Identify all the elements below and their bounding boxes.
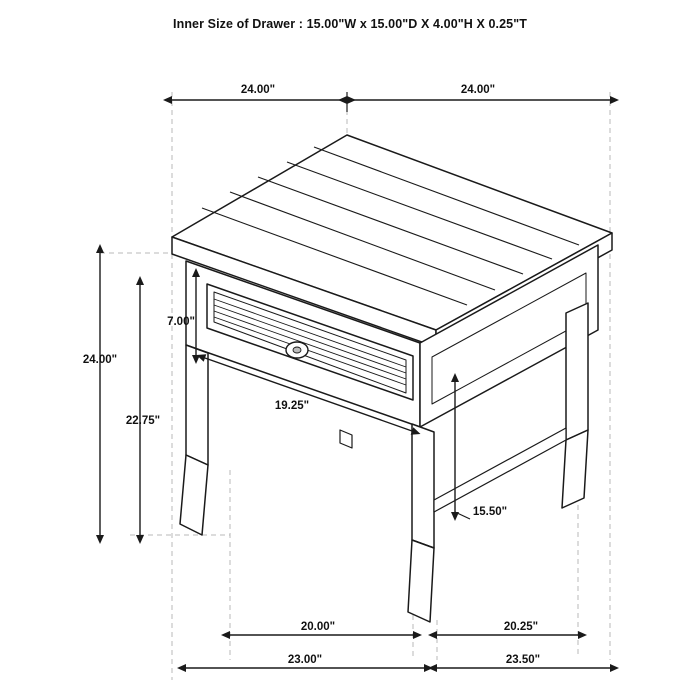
top-dimension-lines <box>172 92 610 112</box>
dim-bottom-front-left-label: 20.00" <box>300 621 336 633</box>
dim-top-left-label: 24.00" <box>240 84 276 96</box>
leg-rear-left <box>340 430 352 448</box>
leg-front-left <box>180 345 208 535</box>
dim-bottom-front-right-label: 20.25" <box>503 621 539 633</box>
drawer-knob-icon <box>286 342 308 358</box>
leg-rear-right <box>562 303 588 508</box>
table-illustration <box>172 135 612 622</box>
leg-front-center <box>408 424 434 622</box>
left-dimension-lines <box>100 253 196 535</box>
dim-apron-height-label: 22.75" <box>125 415 161 427</box>
dim-drawer-height-label: 7.00" <box>167 316 195 328</box>
dim-overall-height-label: 24.00" <box>82 354 118 366</box>
dim-drawer-width-label: 19.25" <box>274 400 310 412</box>
dim-bottom-outer-left-label: 23.00" <box>287 654 323 666</box>
dim-stretcher-height-label: 15.50" <box>472 506 508 518</box>
dim-top-right-label: 24.00" <box>460 84 496 96</box>
dim-bottom-outer-right-label: 23.50" <box>505 654 541 666</box>
page-title: Inner Size of Drawer : 15.00"W x 15.00"D X 4.00"H X 0.25"T <box>173 17 527 31</box>
lower-stretcher <box>434 428 566 512</box>
